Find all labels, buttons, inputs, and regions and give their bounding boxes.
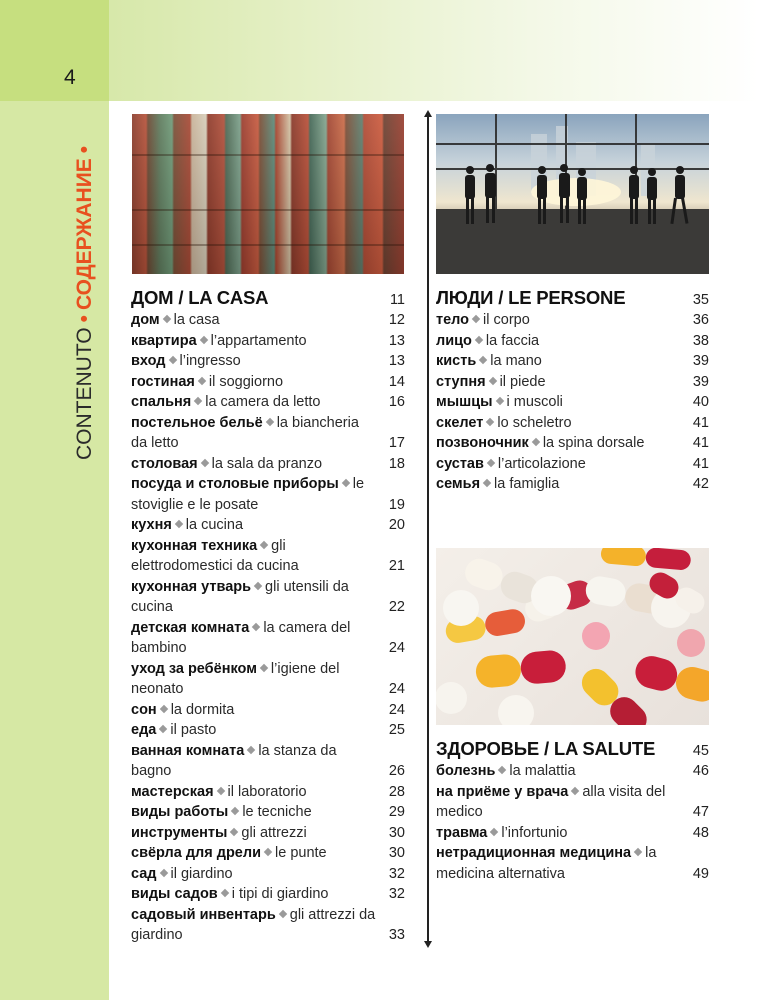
toc-entry-russian: кухонная утварь bbox=[131, 578, 252, 595]
section-title-health: ЗДОРОВЬЕ / LA SALUTE bbox=[436, 738, 656, 759]
toc-entry-text bbox=[131, 802, 385, 823]
toc-entry-russian: еда bbox=[131, 722, 157, 738]
toc-entry-page: 30 bbox=[388, 845, 405, 861]
toc-entry-italian: il laboratorio bbox=[227, 783, 307, 800]
diamond-bullet-icon bbox=[264, 848, 272, 856]
toc-entry[interactable] bbox=[131, 413, 405, 454]
toc-entry-italian: i muscoli bbox=[506, 394, 563, 410]
diamond-bullet-icon bbox=[279, 909, 287, 917]
toc-entry-russian: дом bbox=[131, 312, 160, 328]
toc-entry-italian: il pasto bbox=[170, 722, 217, 738]
toc-entry[interactable] bbox=[436, 761, 709, 782]
toc-entry-page: 30 bbox=[388, 824, 405, 841]
toc-entry-text bbox=[131, 700, 385, 721]
toc-entry-italian: la spina dorsale bbox=[542, 435, 645, 451]
diamond-bullet-icon bbox=[168, 356, 176, 364]
toc-entry-russian: детская комната bbox=[131, 619, 250, 636]
toc-entry-page: 12 bbox=[388, 312, 405, 328]
toc-entry-page: 38 bbox=[692, 332, 709, 349]
toc-entry[interactable] bbox=[436, 392, 709, 413]
toc-entry-russian: столовая bbox=[131, 455, 198, 472]
toc-entry-russian: инструменты bbox=[131, 824, 228, 841]
toc-entry-text bbox=[131, 884, 385, 905]
toc-entry-italian: la mano bbox=[490, 353, 542, 369]
toc-entry[interactable] bbox=[131, 331, 405, 352]
toc-entry-italian: l’infortunio bbox=[501, 824, 568, 841]
toc-entry-page: 13 bbox=[388, 353, 405, 369]
toc-entry-russian: сад bbox=[131, 865, 157, 882]
toc-entry-text bbox=[131, 310, 385, 331]
toc-entry[interactable] bbox=[131, 823, 405, 844]
toc-entry-text bbox=[131, 351, 385, 372]
toc-entry-russian: травма bbox=[436, 824, 488, 841]
toc-entry[interactable] bbox=[436, 454, 709, 475]
toc-entry-italian: la faccia bbox=[485, 332, 540, 349]
toc-entry-text bbox=[131, 372, 385, 393]
toc-entry-italian: la camera del bambino bbox=[131, 619, 351, 656]
toc-entry-italian: la cucina bbox=[185, 517, 244, 533]
toc-entry-page: 39 bbox=[692, 353, 709, 369]
toc-entry-italian: la sala da pranzo bbox=[211, 455, 323, 472]
diamond-bullet-icon bbox=[260, 540, 268, 548]
toc-entry-page: 47 bbox=[692, 804, 709, 820]
toc-entry-russian: кухня bbox=[131, 517, 172, 533]
toc-entry-russian: постельное бельё bbox=[131, 414, 263, 431]
toc-entry-italian: lo scheletro bbox=[497, 414, 572, 431]
toc-entry-page: 42 bbox=[692, 476, 709, 492]
diamond-bullet-icon bbox=[199, 335, 207, 343]
toc-entry-text bbox=[131, 659, 385, 700]
toc-entry-text bbox=[131, 905, 385, 946]
diamond-bullet-icon bbox=[265, 417, 273, 425]
toc-entry-page: 22 bbox=[388, 599, 405, 615]
toc-entry-text bbox=[436, 372, 689, 393]
toc-entry[interactable] bbox=[131, 515, 405, 536]
toc-entry-russian: тело bbox=[436, 312, 470, 328]
toc-entry[interactable] bbox=[131, 474, 405, 515]
toc-entry-italian: gli elettrodomestici da cucina bbox=[131, 537, 299, 574]
toc-entry-text bbox=[131, 577, 385, 618]
toc-entry-page: 25 bbox=[388, 722, 405, 738]
toc-entry-russian: гостиная bbox=[131, 373, 195, 390]
diamond-bullet-icon bbox=[198, 376, 206, 384]
diamond-bullet-icon bbox=[483, 479, 491, 487]
toc-entry-page: 41 bbox=[692, 455, 709, 472]
toc-entry-page: 32 bbox=[388, 886, 405, 902]
toc-entry-page: 24 bbox=[388, 701, 405, 718]
toc-entry-italian: il giardino bbox=[170, 865, 233, 882]
toc-entry-page: 41 bbox=[692, 435, 709, 451]
toc-entry-text bbox=[131, 515, 385, 536]
toc-entry[interactable] bbox=[131, 802, 405, 823]
diamond-bullet-icon bbox=[247, 745, 255, 753]
toc-entry-italian: la biancheria da letto bbox=[131, 414, 359, 451]
toc-entry-text bbox=[131, 474, 385, 515]
toc-entry-text bbox=[131, 392, 385, 413]
toc-entry[interactable] bbox=[436, 351, 709, 372]
section-title-people: ЛЮДИ / LE PERSONE bbox=[436, 287, 626, 308]
toc-entry[interactable] bbox=[436, 843, 709, 884]
toc-entry-text bbox=[131, 413, 385, 454]
diamond-bullet-icon bbox=[486, 417, 494, 425]
toc-health-section bbox=[436, 738, 709, 884]
diamond-bullet-icon bbox=[487, 458, 495, 466]
toc-entry-italian: la stanza da bagno bbox=[131, 742, 337, 779]
section-page-home: 11 bbox=[389, 292, 405, 308]
toc-entry[interactable] bbox=[131, 310, 405, 331]
toc-entry-italian: le tecniche bbox=[242, 804, 312, 820]
toc-entry-russian: кисть bbox=[436, 353, 477, 369]
toc-entry-page: 18 bbox=[388, 455, 405, 472]
toc-entry-russian: нетрадиционная медицина bbox=[436, 845, 632, 861]
diamond-bullet-icon bbox=[472, 315, 480, 323]
toc-entry-text bbox=[436, 331, 689, 352]
toc-entry-russian: посуда и столовые приборы bbox=[131, 476, 339, 492]
toc-entry-russian: на приёме у врача bbox=[436, 783, 569, 800]
section-heading[interactable] bbox=[436, 287, 709, 309]
toc-entry-italian: il piede bbox=[499, 373, 546, 390]
toc-entry-page: 40 bbox=[692, 394, 709, 410]
toc-entry-russian: ступня bbox=[436, 373, 486, 390]
toc-entry-russian: ванная комната bbox=[131, 742, 245, 759]
toc-entry-russian: болезнь bbox=[436, 763, 496, 779]
diamond-bullet-icon bbox=[495, 397, 503, 405]
toc-entry[interactable] bbox=[131, 577, 405, 618]
toc-entry-text bbox=[436, 392, 689, 413]
toc-entry-italian: il soggiorno bbox=[208, 373, 284, 390]
toc-entry-russian: вход bbox=[131, 353, 166, 369]
toc-entry-page: 36 bbox=[692, 312, 709, 328]
toc-entry-italian: l’igiene del neonato bbox=[131, 660, 340, 697]
toc-entry-page: 20 bbox=[388, 517, 405, 533]
toc-entry[interactable] bbox=[131, 536, 405, 577]
toc-entry-italian: gli utensili da cucina bbox=[131, 578, 349, 615]
toc-entry[interactable] bbox=[131, 905, 405, 946]
toc-entry-page: 29 bbox=[388, 804, 405, 820]
toc-entry[interactable] bbox=[436, 474, 709, 495]
toc-entry[interactable] bbox=[131, 454, 405, 475]
toc-entry[interactable] bbox=[436, 331, 709, 352]
toc-entry-italian: l’ingresso bbox=[179, 353, 241, 369]
diamond-bullet-icon bbox=[342, 479, 350, 487]
diamond-bullet-icon bbox=[498, 766, 506, 774]
diamond-bullet-icon bbox=[475, 335, 483, 343]
section-heading[interactable] bbox=[131, 287, 405, 309]
toc-entry-text bbox=[131, 782, 385, 803]
toc-entry-text bbox=[131, 823, 385, 844]
diamond-bullet-icon bbox=[159, 868, 167, 876]
diamond-bullet-icon bbox=[159, 704, 167, 712]
toc-entry-russian: виды садов bbox=[131, 886, 218, 902]
toc-entry-text bbox=[436, 782, 689, 823]
diamond-bullet-icon bbox=[634, 848, 642, 856]
side-title-separator-end: • bbox=[73, 145, 96, 154]
toc-entry-italian: la malattia bbox=[509, 763, 576, 779]
toc-entry-italian: alla visita del medico bbox=[436, 783, 666, 820]
toc-entry[interactable] bbox=[131, 659, 405, 700]
toc-entry[interactable] bbox=[131, 618, 405, 659]
toc-entry-page: 14 bbox=[388, 373, 405, 390]
diamond-bullet-icon bbox=[231, 807, 239, 815]
toc-entry-text bbox=[131, 720, 385, 741]
toc-entry-italian: la medicina alternativa bbox=[436, 845, 657, 882]
diamond-bullet-icon bbox=[479, 356, 487, 364]
diamond-bullet-icon bbox=[260, 663, 268, 671]
divider-arrow-bottom bbox=[424, 941, 432, 948]
toc-entry[interactable] bbox=[131, 884, 405, 905]
toc-entry-russian: свёрла для дрели bbox=[131, 845, 261, 861]
toc-entry-text bbox=[436, 843, 689, 884]
toc-entry-russian: спальня bbox=[131, 394, 192, 410]
toc-entry-italian: l’articolazione bbox=[497, 455, 586, 472]
toc-entry-italian: le stoviglie e le posate bbox=[131, 476, 365, 513]
diamond-bullet-icon bbox=[175, 520, 183, 528]
toc-entry-page: 17 bbox=[388, 435, 405, 451]
diamond-bullet-icon bbox=[490, 827, 498, 835]
toc-entry-italian: la famiglia bbox=[494, 476, 560, 492]
toc-entry[interactable] bbox=[131, 843, 405, 864]
toc-entry-text bbox=[436, 823, 689, 844]
toc-entry-text bbox=[131, 741, 385, 782]
diamond-bullet-icon bbox=[571, 786, 579, 794]
diamond-bullet-icon bbox=[230, 827, 238, 835]
toc-entry[interactable] bbox=[131, 864, 405, 885]
health-photo bbox=[436, 548, 709, 725]
toc-entry[interactable] bbox=[131, 720, 405, 741]
toc-entry-russian: виды работы bbox=[131, 804, 229, 820]
toc-entry-text bbox=[131, 618, 385, 659]
section-page-people: 35 bbox=[692, 292, 709, 308]
toc-entry[interactable] bbox=[131, 782, 405, 803]
toc-entry-russian: садовый инвентарь bbox=[131, 906, 276, 923]
toc-entry-text bbox=[131, 536, 385, 577]
toc-entry-page: 13 bbox=[388, 332, 405, 349]
toc-entry[interactable] bbox=[436, 782, 709, 823]
toc-entry-italian: le punte bbox=[275, 845, 327, 861]
toc-entry[interactable] bbox=[436, 372, 709, 393]
toc-entry-italian: la dormita bbox=[170, 701, 235, 718]
toc-entry-page: 46 bbox=[692, 763, 709, 779]
toc-entry-page: 48 bbox=[692, 824, 709, 841]
toc-entry-page: 19 bbox=[388, 496, 405, 513]
toc-entry-text bbox=[436, 433, 689, 454]
diamond-bullet-icon bbox=[216, 786, 224, 794]
diamond-bullet-icon bbox=[194, 397, 202, 405]
toc-entry-page: 28 bbox=[388, 783, 405, 800]
toc-entry[interactable] bbox=[131, 700, 405, 721]
toc-entry[interactable] bbox=[131, 351, 405, 372]
side-title-separator: • bbox=[73, 315, 96, 323]
toc-entry-russian: сустав bbox=[436, 455, 484, 472]
toc-entry-text bbox=[131, 331, 385, 352]
house-photo bbox=[132, 114, 404, 274]
toc-entry[interactable] bbox=[131, 741, 405, 782]
toc-entry-page: 49 bbox=[692, 865, 709, 882]
header-band bbox=[0, 0, 759, 101]
toc-entry[interactable] bbox=[436, 310, 709, 331]
toc-entry-text bbox=[131, 864, 385, 885]
toc-entry-russian: лицо bbox=[436, 332, 472, 349]
toc-entry-page: 24 bbox=[388, 640, 405, 656]
toc-entry-page: 41 bbox=[692, 414, 709, 431]
corner-block bbox=[0, 0, 109, 101]
toc-entry-italian: gli attrezzi da giardino bbox=[131, 906, 376, 943]
toc-entry[interactable] bbox=[436, 413, 709, 434]
toc-entry-russian: сон bbox=[131, 701, 157, 718]
toc-entry-russian: скелет bbox=[436, 414, 484, 431]
toc-entry[interactable] bbox=[131, 372, 405, 393]
diamond-bullet-icon bbox=[488, 376, 496, 384]
toc-entry-italian: la casa bbox=[173, 312, 220, 328]
toc-entry-text bbox=[131, 843, 385, 864]
diamond-bullet-icon bbox=[220, 889, 228, 897]
toc-entry-text bbox=[436, 413, 689, 434]
page-number: 4 bbox=[64, 66, 76, 89]
side-title-italian: CONTENUTO bbox=[73, 327, 96, 460]
toc-entry-italian: il corpo bbox=[483, 312, 530, 328]
toc-entry-page: 26 bbox=[388, 763, 405, 779]
toc-entry-russian: уход за ребёнком bbox=[131, 660, 257, 677]
side-title-russian: СОДЕРЖАНИЕ bbox=[73, 158, 96, 311]
diamond-bullet-icon bbox=[200, 458, 208, 466]
diamond-bullet-icon bbox=[162, 315, 170, 323]
toc-entry-page: 39 bbox=[692, 373, 709, 390]
toc-entry-text bbox=[436, 761, 689, 782]
toc-entry-text bbox=[436, 474, 689, 495]
toc-entry-text bbox=[131, 454, 385, 475]
section-heading[interactable] bbox=[436, 738, 709, 760]
section-page-health: 45 bbox=[692, 743, 709, 759]
toc-entry-russian: квартира bbox=[131, 332, 197, 349]
toc-entry-page: 32 bbox=[388, 865, 405, 882]
diamond-bullet-icon bbox=[252, 622, 260, 630]
diamond-bullet-icon bbox=[254, 581, 262, 589]
column-divider bbox=[427, 115, 429, 945]
toc-entry-russian: мастерская bbox=[131, 783, 214, 800]
toc-entry-italian: la camera da letto bbox=[205, 394, 321, 410]
toc-entry-russian: кухонная техника bbox=[131, 537, 258, 554]
toc-entry-text bbox=[436, 454, 689, 475]
side-title bbox=[73, 141, 97, 460]
toc-entry-russian: мышцы bbox=[436, 394, 493, 410]
toc-entry-text bbox=[436, 351, 689, 372]
toc-entry-page: 16 bbox=[388, 394, 405, 410]
toc-entry[interactable] bbox=[436, 433, 709, 454]
diamond-bullet-icon bbox=[532, 438, 540, 446]
diamond-bullet-icon bbox=[159, 725, 167, 733]
toc-entry-italian: i tipi di giardino bbox=[231, 886, 329, 902]
toc-entry[interactable] bbox=[131, 392, 405, 413]
toc-people-section bbox=[436, 287, 709, 495]
toc-entry-text bbox=[436, 310, 689, 331]
people-photo bbox=[436, 114, 709, 274]
toc-entry-italian: l’appartamento bbox=[210, 332, 307, 349]
toc-entry-page: 24 bbox=[388, 681, 405, 697]
section-title-home: ДОМ / LA CASA bbox=[131, 287, 269, 308]
toc-entry-russian: семья bbox=[436, 476, 481, 492]
toc-entry[interactable] bbox=[436, 823, 709, 844]
toc-entry-italian: gli attrezzi bbox=[241, 824, 307, 841]
toc-entry-page: 21 bbox=[388, 558, 405, 574]
toc-entry-page: 33 bbox=[388, 927, 405, 943]
toc-home-section bbox=[131, 287, 405, 946]
toc-entry-russian: позвоночник bbox=[436, 435, 529, 451]
